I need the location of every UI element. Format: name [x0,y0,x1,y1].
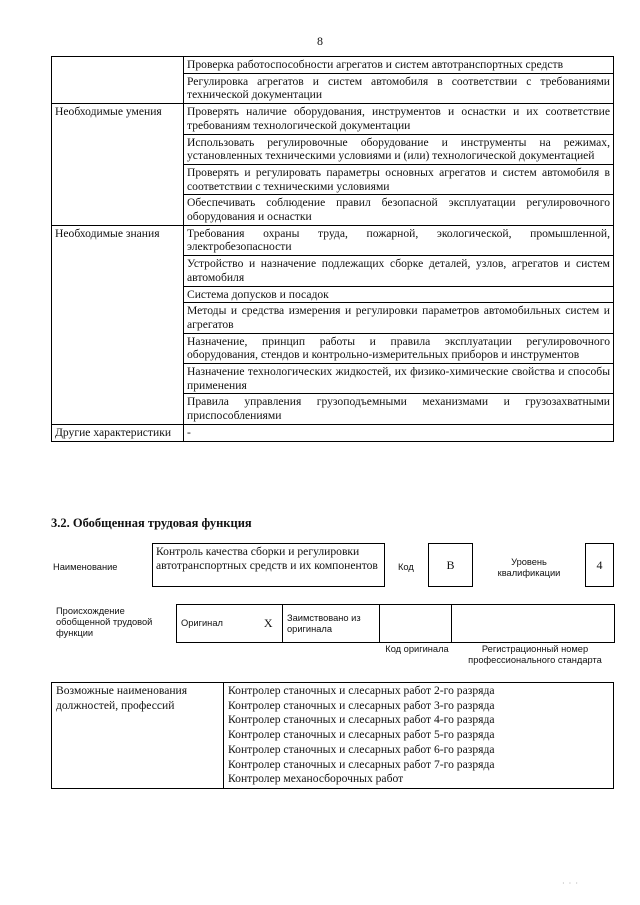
action-item: Регулировка агрегатов и систем автомобиля в соответствии с требованиями технической документации [184,73,614,103]
position-item: Контролер станочных и слесарных работ 4-го разряда [228,713,495,727]
positions-list [224,683,614,789]
code-original-caption: Код оригинала [385,644,449,654]
reg-number-caption: Регистрационный номер профессионального стандарта [468,644,602,665]
table-row [177,605,615,643]
knowledge-item: Назначение технологических жидкостей, их физико-химические свойства и способы применения [184,364,614,394]
other-label: Другие характеристики [52,424,184,441]
table-row [52,225,614,255]
name-value: Контроль качества сборки и регулировки автотранспортных средств и их компонентов [156,545,378,572]
position-item: Контролер станочных и слесарных работ 7-го разряда [228,757,495,771]
table-row [52,424,614,441]
page-number: 8 [317,34,323,48]
position-item: Контролер механосборочных работ [228,772,404,786]
level-value-box [585,543,614,587]
original-label: Оригинал [177,605,255,643]
knowledge-item: Требования охраны труда, пожарной, экологической, промышленной, электробезопасности [184,225,614,255]
reg-number-cell [452,605,615,643]
skill-item: Использовать регулировочные оборудование и инструменты на режимах, установленных техническими условиями и (или) технологической документацией [184,134,614,164]
knowledge-item: Назначение, принцип работы и правила эксплуатации регулировочного оборудования, стендов и контрольно-измерительных приборов и инструментов [184,333,614,363]
origin-label: Происхождение обобщенной трудовой функции [56,606,153,638]
code-original-cell [380,605,452,643]
borrowed-label: Заимствовано из оригинала [283,605,380,643]
skill-item: Проверять и регулировать параметры основных агрегатов и систем автомобиля в соответствии с техническими условиями [184,164,614,194]
knowledge-item: Методы и средства измерения и регулировки параметров автомобильных систем и агрегатов [184,303,614,333]
name-value-box [152,543,385,587]
table-row [52,104,614,134]
code-value: В [446,557,455,572]
level-label: Уровень квалификации [497,557,561,578]
skills-label: Необходимые умения [52,104,184,226]
skill-item: Проверять наличие оборудования, инструментов и оснастки и их соответствие требованиям технологической документации [184,104,614,134]
original-mark: Х [255,605,283,643]
position-item: Контролер станочных и слесарных работ 2-го разряда [228,684,495,697]
knowledge-item: Правила управления грузоподъемными механизмами и грузозахватными приспособлениями [184,394,614,424]
position-item: Контролер станочных и слесарных работ 5-го разряда [228,728,495,742]
code-label: Код [398,562,414,572]
competencies-table [51,56,614,442]
position-item: Контролер станочных и слесарных работ 6-го разряда [228,742,495,756]
table-row [52,57,614,74]
positions-label: Возможные наименования должностей, профессий [52,683,224,789]
knowledge-label: Необходимые знания [52,225,184,424]
origin-table [176,604,615,643]
level-value: 4 [596,557,603,572]
scan-artifact: · · · [562,879,579,888]
other-value: - [184,424,614,441]
action-item: Проверка работоспособности агрегатов и систем автотранспортных средств [184,57,614,74]
section-title: 3.2. Обобщенная трудовая функция [51,516,252,530]
table-row [52,683,614,789]
name-label: Наименование [53,562,118,572]
knowledge-item: Система допусков и посадок [184,286,614,303]
empty-label-cell [52,57,184,104]
position-item: Контролер станочных и слесарных работ 3-го разряда [228,698,495,712]
knowledge-item: Устройство и назначение подлежащих сборке деталей, узлов, агрегатов и систем автомобиля [184,256,614,286]
skill-item: Обеспечивать соблюдение правил безопасной эксплуатации регулировочного оборудования и оснастки [184,195,614,225]
code-value-box [428,543,473,587]
positions-table [51,682,614,789]
